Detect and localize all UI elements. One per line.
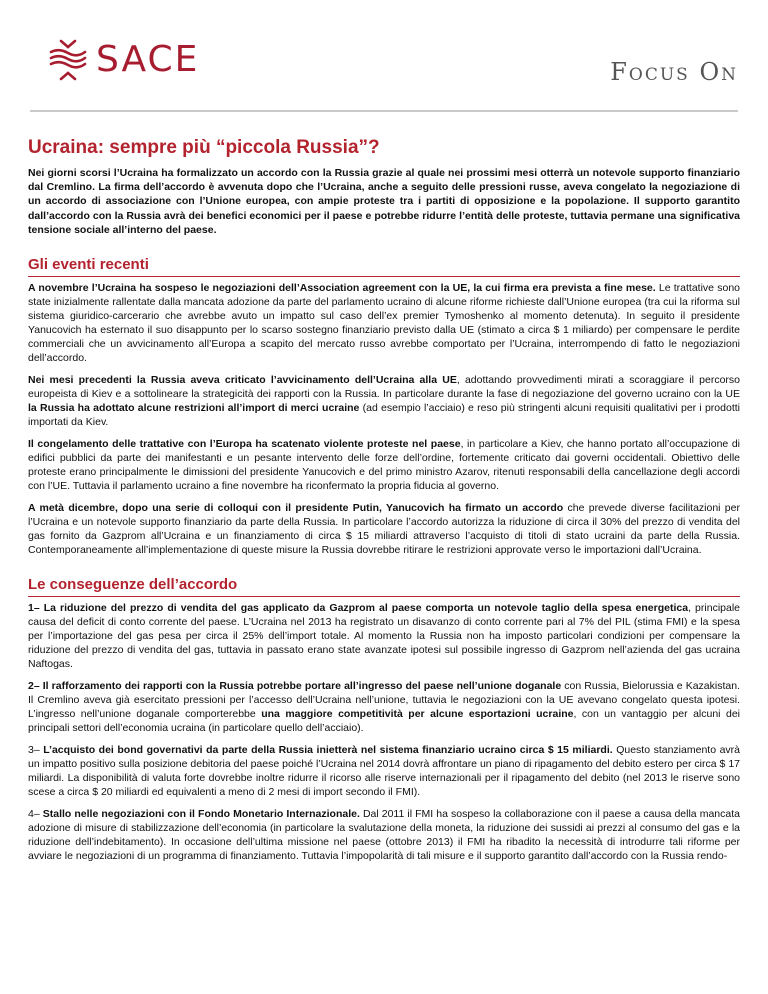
header-divider [30,110,738,112]
paragraph: Il congelamento delle trattative con l’Europa ha scatenato violente proteste nel paese, in particolare a Kiev, che hanno portato all’occupazione di edifici pubblici da parte dei manifestanti e un pesante intervento delle forze dell’ordine, fortemente criticato dai governi occidentali. Obiettivo delle proteste erano principalmente le dimissioni del presidente Yanucovich e del primo ministro Azarov, ritenuti responsabili della cancellazione degli accordi con l’UE. Tuttavia il parlamento ucraino a fine novembre ha riconfermato la propria fiducia al governo. [28,438,740,493]
article-title: Ucraina: sempre più “piccola Russia”? [28,137,380,158]
sace-wave-icon [48,38,88,82]
section-heading-consequences: Le conseguenze dell’accordo [28,575,740,597]
paragraph: A metà dicembre, dopo una serie di colloqui con il presidente Putin, Yanucovich ha firmato un accordo che prevede diverse facilitazioni per l’Ucraina e un notevole supporto finanziario da parte della Russia. In particolare l’accordo autorizza la riduzione di circa il 30% del prezzo di vendita del gas fornito da Gazprom all’Ucraina e un finanziamento di circa $ 15 miliardi attraverso l’acquisto di titoli di stato ucraini da parte della Russia. Contemporaneamente all’implementazione di queste misure la Russia dovrebbe ritirare le restrizioni approvate verso le importazioni dall’Ucraina. [28,502,740,557]
paragraph: Nei mesi precedenti la Russia aveva criticato l’avvicinamento dell’Ucraina alla UE, adottando provvedimenti mirati a scoraggiare il percorso europeista di Kiev e a sottolineare la strategicità dei rapporti con la Russia. In particolare durante la fase di negoziazione del governo ucraino con la UE la Russia ha adottato alcune restrizioni all’import di merci ucraine (ad esempio l’acciaio) e reso più stringenti alcuni requisiti qualitativi per i prodotti importati da Kiev. [28,374,740,429]
article [28,136,740,871]
section-heading-events: Gli eventi recenti [28,255,740,277]
paragraph: A novembre l’Ucraina ha sospeso le negoziazioni dell’Association agreement con la UE, la cui firma era prevista a fine mese. Le trattative sono state inizialmente rallentate dalla mancata adozione da parte del parlamento ucraino di alcune riforme richieste dall’Unione europea (tra cui la riforma sul sistema giuridico-carcerario che avrebbe avuto un impatto sul caso dell’ex premier Tymoshenko al momento detenuta). In seguito il presidente Yanucovich ha esternato il suo disappunto per lo scarso sostegno finanziario previsto dalla UE (stimato a circa $ 1 miliardo) per compensare le perdite commerciali che un avvicinamento all’Europa a scapito del mercato russo avrebbe comportato per l’Ucraina, interrompendo di fatto le negoziazioni dell’accordo. [28,282,740,365]
paragraph: 1– La riduzione del prezzo di vendita del gas applicato da Gazprom al paese comporta un notevole taglio della spesa energetica, principale causa del deficit di conto corrente del paese. L’Ucraina nel 2013 ha registrato un disavanzo di conto corrente pari al 7% del PIL (stima FMI) e la spesa per l’importazione del gas pesa per circa il 25% dell’import totale. Al momento la Russia non ha imposto particolari condizioni per compensare la riduzione del prezzo di vendita del gas, tuttavia in passato erano state avanzate ipotesi sul possibile ingresso di Gazprom nell’azienda del gas ucraina Naftogas. [28,602,741,671]
logo-text: SACE [96,39,200,80]
sace-logo [48,38,199,82]
page-header [0,0,768,120]
paragraph: 3– L’acquisto dei bond governativi da parte della Russia inietterà nel sistema finanziario ucraino circa $ 15 miliardi. Questo stanziamento avrà un impatto positivo sulla posizione debitoria del paese poiché l’Ucraina nel 2014 dovrà affrontare un piano di ripagamento del debito estero per circa $ 17 miliardi. La disponibilità di valuta forte dovrebbe inoltre ridurre il ricorso alle riserve internazionali per il ripagamento del debito (nel 2013 le riserve sono scese a circa $ 20 miliardi ed equivalenti a meno di 2 mesi di import secondo il FMI). [28,744,741,799]
lead-paragraph: Nei giorni scorsi l’Ucraina ha formalizzato un accordo con la Russia grazie al quale nei prossimi mesi otterrà un notevole supporto finanziario dal Cremlino. La firma dell’accordo è avvenuta dopo che l’Ucraina, anche a seguito delle pressioni russe, aveva congelato la negoziazione di un accordo di associazione con l’Unione europea, con ampie proteste tra i partiti di opposizione e la popolazione. Il supporto garantito dall’accordo con la Russia avrà dei benefici economici per il paese e potrebbe ridurre l’entità delle proteste, tuttavia permane una significativa tensione sociale all’interno del paese. [28,167,740,236]
section-label: Focus On [610,58,738,86]
paragraph: 2– Il rafforzamento dei rapporti con la Russia potrebbe portare all’ingresso del paese nell’unione doganale con Russia, Bielorussia e Kazakistan. Il Cremlino aveva già esercitato pressioni per l’accesso dell’Ucraina nell’unione, tuttavia le negoziazioni con la UE avevano congelato questa ipotesi. L’ingresso nell’unione doganale comporterebbe una maggiore competitività per alcune esportazioni ucraine, con un vantaggio per alcuni dei principali settori dell’economia ucraina (in particolare quello dell’acciaio). [28,680,740,735]
paragraph: 4– Stallo nelle negoziazioni con il Fondo Monetario Internazionale. Dal 2011 il FMI ha sospeso la collaborazione con il paese a causa della mancata adozione di misure di stabilizzazione dell’economia (in particolare la svalutazione della moneta, la riduzione dei sussidi ai prezzi al consumo del gas e la riduzione dell’indebitamento). In occasione dell’ultima missione nel paese (ottobre 2013) il FMI ha ribadito la necessità di introdurre tali riforme per avviare le negoziazioni di un programma di finanziamento. Tuttavia l’impopolarità di tali misure e il supporto garantito dall’accordo con la Russia rendo- [28,808,740,863]
